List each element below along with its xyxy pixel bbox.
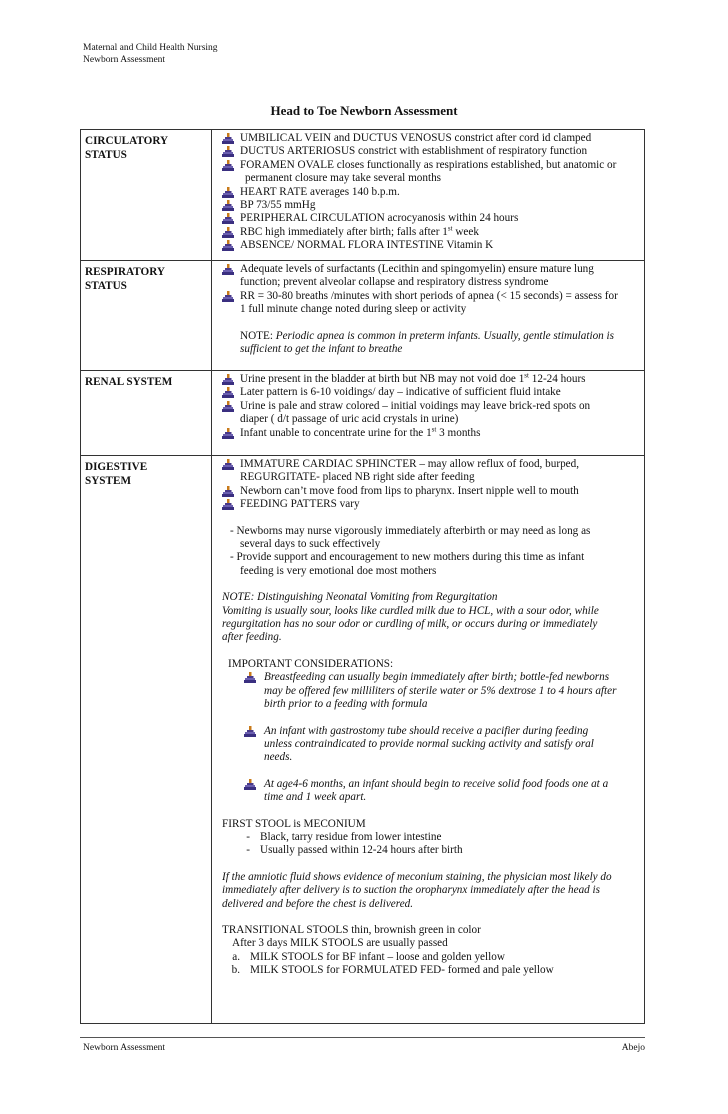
stool-heading: FIRST STOOL is MECONIUM [222, 817, 366, 830]
row-content [212, 456, 645, 1024]
list-item: HEART RATE averages 140 b.p.m. [222, 186, 638, 199]
list-item: - Black, tarry residue from lower intestine [246, 830, 442, 843]
bullet-icon [222, 428, 234, 439]
bullet-icon [222, 499, 234, 510]
bullet-icon [222, 133, 234, 144]
feeding-notes: - Newborns may nurse vigorously immediately afterbirth or may need as long as several days to suck effectively - Provide support and encouragement to new mothers during this time as infant feeding is very emotional doe most mothers [230, 524, 591, 577]
bullet-icon [222, 401, 234, 412]
list-item: Urine is pale and straw colored – initial voidings may leave brick-red spots on diaper ( d/t passage of uric acid crystals in urine) [222, 400, 638, 427]
list-item: FORAMEN OVALE closes functionally as respirations established, but anatomic or permanent closure may take several months [222, 159, 638, 186]
header-topic: Newborn Assessment [83, 55, 166, 65]
bullet-icon [222, 160, 234, 171]
milk-stools: After 3 days MILK STOOLS are usually passed [232, 937, 448, 950]
row-label: DIGESTIVE SYSTEM [81, 456, 212, 1024]
list-item: Breastfeeding can usually begin immediately after birth; bottle-fed newborns may be offered few milliliters of sterile water or 5% dextrose 1 to 4 hours after birth prior to a feeding with formula [222, 671, 638, 711]
transitional-stools: TRANSITIONAL STOOLS thin, brownish green in color [222, 923, 481, 936]
bullet-icon [244, 726, 256, 737]
bullet-icon [222, 374, 234, 385]
row-content [212, 261, 645, 371]
list-item: At age4-6 months, an infant should begin to receive solid food foods one at a time and 1 week apart. [222, 778, 638, 805]
footer-rule [80, 1037, 645, 1038]
bullet-icon [222, 459, 234, 470]
table-row [81, 371, 645, 456]
list-item: UMBILICAL VEIN and DUCTUS VENOSUS constrict after cord id clamped [222, 132, 638, 145]
bullet-icon [222, 291, 234, 302]
list-item: BP 73/55 mmHg [222, 199, 638, 212]
row-label: RESPIRATORY STATUS [81, 261, 212, 371]
list-item: - Usually passed within 12-24 hours after birth [246, 844, 463, 857]
note: NOTE: Periodic apnea is common in preterm infants. Usually, gentle stimulation is sufficient to get the infant to breathe [240, 329, 615, 356]
list-item: Newborn can’t move food from lips to pharynx. Insert nipple well to mouth [222, 485, 638, 498]
row-label: RENAL SYSTEM [81, 371, 212, 456]
bullet-icon [222, 200, 234, 211]
table-row [81, 130, 645, 261]
bullet-icon [222, 187, 234, 198]
footer-left: Newborn Assessment [83, 1043, 166, 1053]
bullet-icon [222, 240, 234, 251]
list-item: Adequate levels of surfactants (Lecithin and spingomyelin) ensure mature lung function; prevent alveolar collapse and respiratory distress syndrome [222, 263, 638, 290]
list-item: DUCTUS ARTERIOSUS constrict with establishment of respiratory function [222, 145, 638, 158]
list-item: PERIPHERAL CIRCULATION acrocyanosis within 24 hours [222, 212, 638, 225]
list-item: IMMATURE CARDIAC SPHINCTER – may allow reflux of food, burped, REGURGITATE- placed NB right side after feeding [222, 458, 638, 485]
list-item: RBC high immediately after birth; falls after 1st week [222, 226, 638, 239]
bullet-icon [222, 264, 234, 275]
important-heading: IMPORTANT CONSIDERATIONS: [228, 657, 394, 670]
bullet-icon [222, 387, 234, 398]
row-label: CIRCULATORY STATUS [81, 130, 212, 261]
header-course: Maternal and Child Health Nursing [83, 43, 218, 53]
running-header [83, 42, 218, 66]
amniotic-note: If the amniotic fluid shows evidence of meconium staining, the physician most likely do immediately after delivery is to suction the oropharynx immediately after the head is delivered and before the chest is delivered. [222, 870, 612, 910]
bullet-icon [222, 213, 234, 224]
row-content [212, 371, 645, 456]
list-item: Urine present in the bladder at birth but NB may not void doe 1st 12-24 hours [222, 373, 638, 386]
table-row [81, 456, 645, 1024]
list-item: ABSENCE/ NORMAL FLORA INTESTINE Vitamin K [222, 239, 638, 252]
list-item: An infant with gastrostomy tube should receive a pacifier during feeding unless contraindicated to provide normal sucking activity and satisfy oral needs. [222, 725, 638, 765]
bullet-icon [222, 227, 234, 238]
assessment-table [80, 129, 645, 1024]
bullet-icon [244, 672, 256, 683]
bullet-icon [222, 146, 234, 157]
list-item: Infant unable to concentrate urine for the 1st 3 months [222, 427, 638, 440]
vomiting-note: NOTE: Distinguishing Neonatal Vomiting from Regurgitation Vomiting is usually sour, looks like curdled milk due to HCL, with a sour odor, while regurgitation has no sour odor or curdling of milk, or occurs during or immediately after feeding. [222, 591, 599, 644]
list-item: a. MILK STOOLS for BF infant – loose and golden yellow [232, 950, 505, 963]
footer-right: Abejo [621, 1043, 645, 1053]
bullet-icon [244, 779, 256, 790]
bullet-icon [222, 486, 234, 497]
list-item: b. MILK STOOLS for FORMULATED FED- formed and pale yellow [231, 964, 554, 977]
page-title: Head to Toe Newborn Assessment [270, 103, 458, 118]
table-row [81, 261, 645, 371]
list-item: RR = 30-80 breaths /minutes with short periods of apnea (< 15 seconds) = assess for 1 full minute change noted during sleep or activity [222, 290, 638, 317]
list-item: Later pattern is 6-10 voidings/ day – indicative of sufficient fluid intake [222, 386, 638, 399]
list-item: FEEDING PATTERS vary [222, 498, 638, 511]
row-content [212, 130, 645, 261]
